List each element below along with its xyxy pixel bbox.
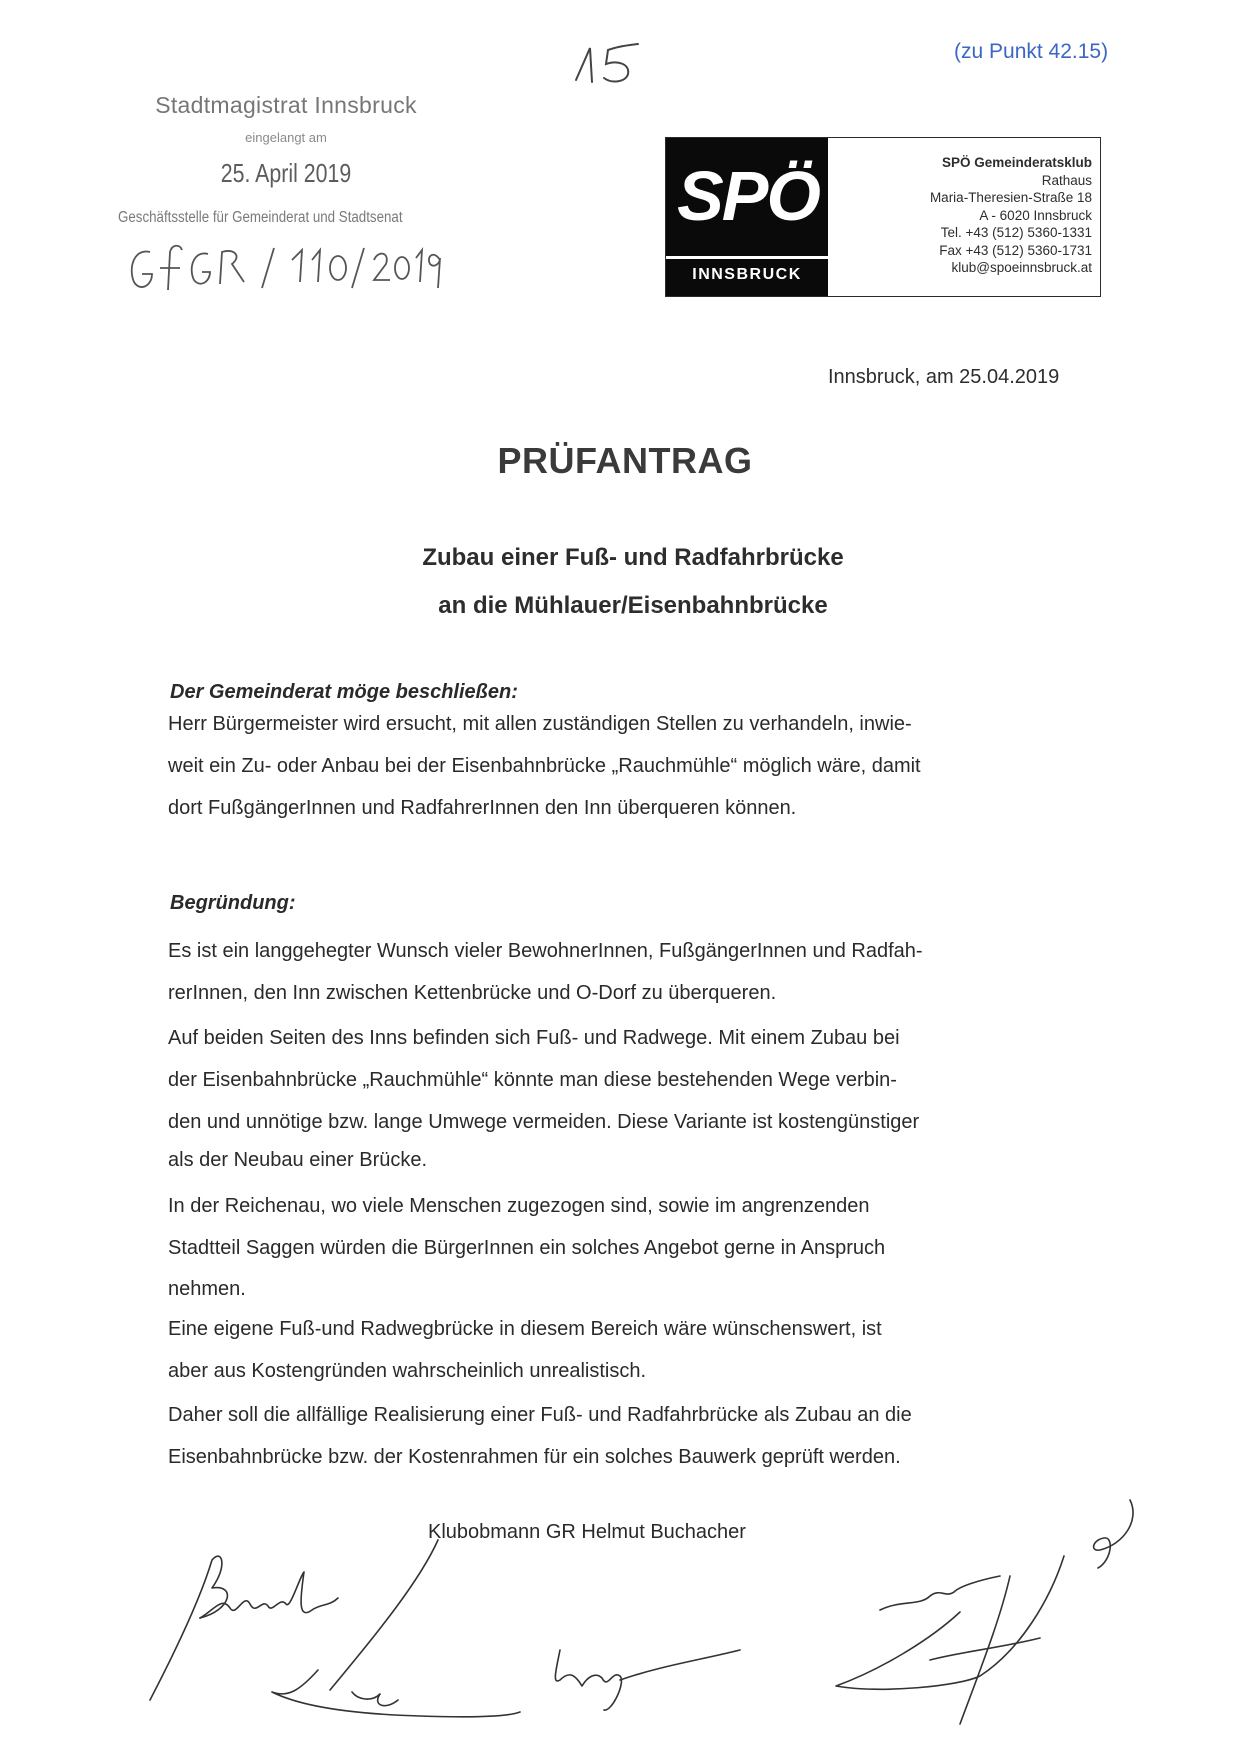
logo-text: SPÖ	[677, 157, 819, 235]
subtitle-line: an die Mühlauer/Eisenbahnbrücke	[438, 592, 828, 619]
document-title: PRÜFANTRAG	[497, 440, 753, 481]
reasoning-line: aber aus Kostengründen wahrscheinlich unrealistisch.	[168, 1360, 647, 1382]
address-line: klub@spoeinnsbruck.at	[951, 260, 1092, 275]
address-line: Rathaus	[1041, 172, 1092, 188]
reasoning-line: den und unnötige bzw. lange Umwege vermeiden. Diese Variante ist kostengünstiger	[168, 1111, 920, 1133]
reasoning-line: In der Reichenau, wo viele Menschen zugezogen sind, sowie im angrenzenden	[168, 1195, 870, 1217]
signature-stroke	[272, 1670, 520, 1717]
address-line: A - 6020 Innsbruck	[979, 207, 1092, 223]
signature-stroke	[352, 1692, 398, 1706]
agenda-reference: (zu Punkt 42.15)	[954, 40, 1109, 63]
motion-heading: Der Gemeinderat möge beschließen:	[170, 681, 518, 703]
party-letterhead	[665, 137, 1101, 297]
logo-divider	[666, 256, 828, 259]
logo-city: INNSBRUCK	[692, 266, 802, 283]
signature-stroke	[200, 1572, 338, 1618]
signature-stroke	[330, 1540, 438, 1690]
signature-stroke	[836, 1556, 1064, 1689]
motion-line: dort FußgängerInnen und RadfahrerInnen den Inn überqueren können.	[168, 797, 797, 819]
signature-stroke	[960, 1576, 1010, 1724]
stamp-received-label: eingelangt am	[245, 130, 327, 145]
reasoning-heading: Begründung:	[170, 892, 296, 914]
reasoning-line: Auf beiden Seiten des Inns befinden sich Fuß- und Radwege. Mit einem Zubau bei	[168, 1027, 900, 1049]
reasoning-line: Es ist ein langgehegter Wunsch vieler BewohnerInnen, FußgängerInnen und Radfah-	[168, 940, 923, 962]
club-address	[930, 154, 1092, 277]
reasoning-line: Stadtteil Saggen würden die BürgerInnen ein solches Angebot gerne in Anspruch	[168, 1237, 886, 1259]
address-line: SPÖ Gemeinderatsklub	[941, 155, 1092, 170]
signature-stroke	[1094, 1500, 1133, 1568]
motion-line: Herr Bürgermeister wird ersucht, mit allen zuständigen Stellen zu verhandeln, inwie-	[168, 713, 912, 735]
reasoning-line: rerInnen, den Inn zwischen Kettenbrücke und O-Dorf zu überqueren.	[168, 982, 777, 1004]
reasoning-line: Eine eigene Fuß-und Radwegbrücke in diesem Bereich wäre wünschenswert, ist	[168, 1318, 882, 1340]
handwritten-file-number	[124, 238, 444, 298]
signature-stroke	[880, 1576, 1000, 1610]
address-line: Fax +43 (512) 5360-1731	[939, 242, 1092, 258]
signer-name: Klubobmann GR Helmut Buchacher	[428, 1521, 746, 1543]
subtitle-line: Zubau einer Fuß- und Radfahrbrücke	[422, 544, 844, 571]
reasoning-line: als der Neubau einer Brücke.	[168, 1149, 428, 1171]
address-line: Maria-Theresien-Straße 18	[929, 190, 1092, 205]
address-line: Tel. +43 (512) 5360-1331	[940, 225, 1092, 240]
reasoning-line: Daher soll die allfällige Realisierung einer Fuß- und Radfahrbrücke als Zubau an die	[168, 1404, 912, 1426]
stamp-date: 25. April 2019	[220, 158, 352, 188]
stamp-organization: Stadtmagistrat Innsbruck	[155, 92, 417, 118]
handwritten-number	[568, 38, 658, 88]
reasoning-line: nehmen.	[168, 1278, 246, 1300]
place-date-line: Innsbruck, am 25.04.2019	[828, 366, 1060, 388]
party-logo	[666, 138, 828, 296]
signatures	[0, 1480, 1250, 1760]
signature-stroke	[620, 1650, 740, 1680]
stamp-office: Geschäftsstelle für Gemeinderat und Stadtsenat	[118, 209, 403, 226]
signature-stroke	[555, 1650, 621, 1710]
signature-stroke	[150, 1556, 227, 1700]
motion-line: weit ein Zu- oder Anbau bei der Eisenbahnbrücke „Rauchmühle“ möglich wäre, damit	[168, 755, 921, 777]
receipt-stamp	[118, 92, 438, 292]
reasoning-line: Eisenbahnbrücke bzw. der Kostenrahmen für ein solches Bauwerk geprüft werden.	[168, 1446, 901, 1468]
reasoning-line: der Eisenbahnbrücke „Rauchmühle“ könnte man diese bestehenden Wege verbin-	[168, 1069, 897, 1091]
